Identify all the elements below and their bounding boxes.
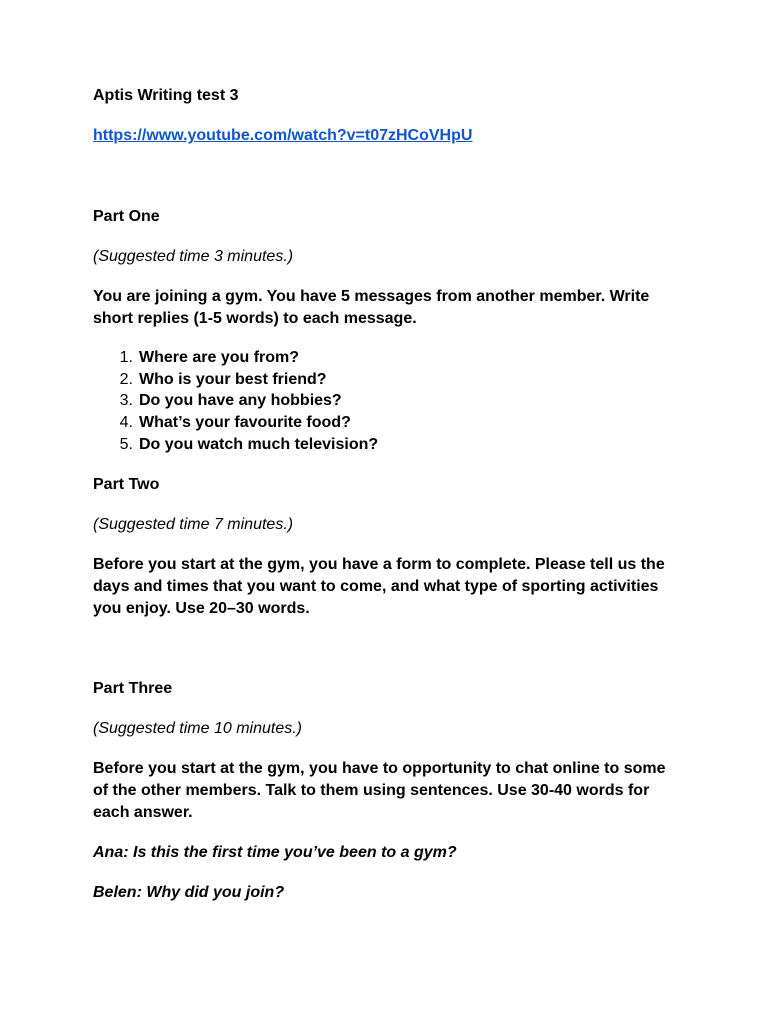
part-one-time: (Suggested time 3 minutes.)	[93, 248, 294, 265]
list-item	[93, 347, 378, 369]
question-text: Where are you from?	[139, 349, 300, 366]
list-item	[93, 434, 378, 456]
part-one-instructions: You are joining a gym. You have 5 messages from another member. Write short replies (1-5 words) to each message.	[93, 288, 650, 327]
list-number: 3.	[119, 392, 133, 410]
document-title: Aptis Writing test 3	[93, 87, 239, 104]
part-one-heading: Part One	[93, 208, 160, 225]
part-one-question-list	[93, 347, 378, 456]
part-three-time: (Suggested time 10 minutes.)	[93, 720, 302, 737]
question-text: Who is your best friend?	[139, 370, 327, 388]
youtube-link-line	[93, 125, 472, 147]
list-number: 1.	[119, 349, 133, 366]
list-item	[93, 390, 378, 412]
part-two-time: (Suggested time 7 minutes.)	[93, 516, 294, 533]
question-text: Do you have any hobbies?	[139, 392, 342, 410]
list-number: 5.	[119, 435, 133, 453]
youtube-link[interactable]: https://www.youtube.com/watch?v=t07zHCoVHpU	[93, 127, 473, 144]
part-three-question-belen: Belen: Why did you join?	[93, 884, 285, 901]
question-text: What’s your favourite food?	[139, 414, 351, 432]
list-number: 4.	[119, 414, 133, 432]
list-item	[93, 412, 378, 434]
list-item	[93, 369, 378, 391]
part-three-instructions: Before you start at the gym, you have to opportunity to chat online to some of the other members. Talk to them using sentences. Use 30-40 words for each answer.	[93, 760, 666, 821]
part-two-heading: Part Two	[93, 476, 160, 493]
question-text: Do you watch much television?	[139, 435, 379, 453]
part-two-instructions: Before you start at the gym, you have a form to complete. Please tell us the days and times that you want to come, and what type of sporting activities you enjoy. Use 20–30 words.	[93, 556, 665, 617]
list-number: 2.	[119, 370, 133, 388]
part-three-question-ana: Ana: Is this the first time you’ve been to a gym?	[93, 844, 457, 861]
part-three-heading: Part Three	[93, 680, 173, 697]
